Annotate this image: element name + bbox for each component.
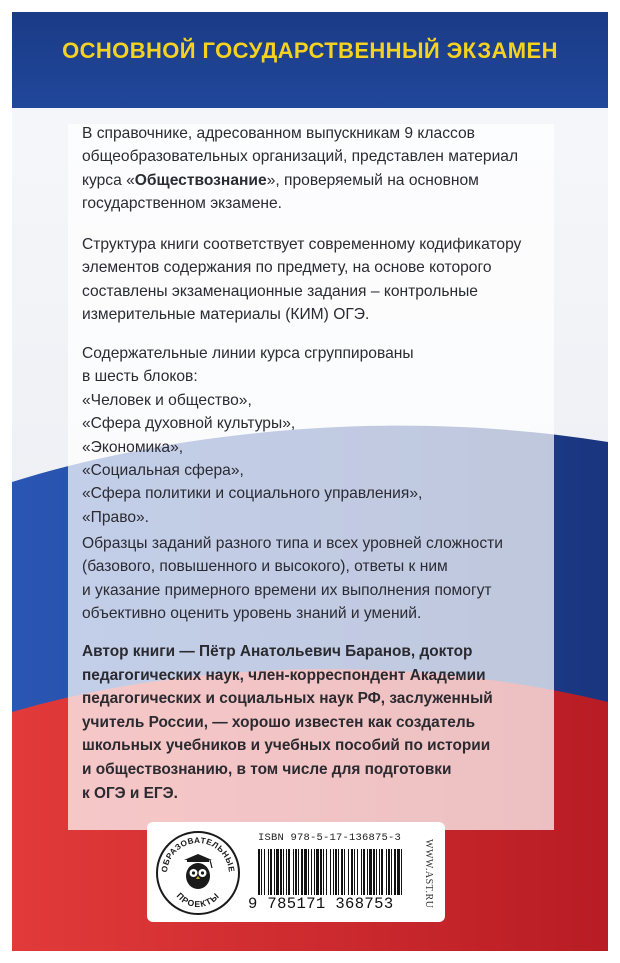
barcode-bar <box>351 849 353 895</box>
block-item: «Экономика», <box>82 438 184 456</box>
barcode-bar <box>335 849 337 895</box>
barcode-bar <box>286 849 287 895</box>
text-fragment: курса « <box>82 171 135 189</box>
barcode-bar <box>295 849 297 895</box>
barcode-bar <box>258 849 260 895</box>
barcode-bar <box>388 849 390 895</box>
barcode-bar <box>298 849 299 895</box>
barcode-bar <box>397 849 400 895</box>
barcode-bar <box>381 849 383 895</box>
barcode-bar <box>311 849 312 895</box>
text-line: в шесть блоков: <box>82 368 198 386</box>
barcode-bar <box>264 849 265 895</box>
subject-name: Обществознание <box>134 171 267 189</box>
barcode-bar <box>293 849 294 895</box>
text-line: измерительные материалы (КИМ) ОГЭ. <box>82 306 370 324</box>
publisher-url: WWW.AST.RU <box>423 839 434 909</box>
barcode-bar <box>280 849 282 895</box>
barcode-bar <box>391 849 392 895</box>
barcode-bar <box>261 849 262 895</box>
isbn-text: ISBN 978-5-17-136875-3 <box>258 832 402 844</box>
barcode-bar <box>326 849 327 895</box>
barcode-bar <box>268 849 269 895</box>
text-line: и обществознанию, в том числе для подготовки <box>82 760 452 778</box>
paragraph-samples <box>82 532 542 626</box>
text-line: элементов содержания по предмету, на основе которого <box>82 259 492 277</box>
text-line: объективно оценить уровень знаний и умений. <box>82 605 422 623</box>
text-line: В справочнике, адресованном выпускникам 9 классов <box>82 125 475 142</box>
paragraph-structure <box>82 233 542 327</box>
barcode-bar <box>333 849 334 895</box>
barcode-bar <box>314 849 315 895</box>
text-line: Автор книги — Пётр Анатольевич Баранов, доктор <box>82 643 473 660</box>
block-item: «Человек и общество», <box>82 391 252 409</box>
barcode-bar <box>274 849 275 895</box>
barcode-bar <box>288 849 290 895</box>
text-line: педагогических наук, член-корреспондент Академии <box>82 666 486 684</box>
text-line: Содержательные линии курса сгруппированы <box>82 345 414 362</box>
paragraph-blocks <box>82 342 542 529</box>
text-line: педагогических и социальных наук РФ, заслуженный <box>82 690 493 708</box>
barcode-bar <box>348 849 349 895</box>
barcode-bar <box>344 849 345 895</box>
text-line: Образцы заданий разного типа и всех уровней сложности <box>82 535 503 552</box>
text-line: и указание примерного времени их выполнения помогут <box>82 581 492 599</box>
publisher-logo <box>155 830 241 916</box>
barcode-bar <box>330 849 331 895</box>
barcode-bar <box>394 849 396 895</box>
text-line: (базового, повышенного и высокого), ответы к ним <box>82 558 448 576</box>
paragraph-author <box>82 640 542 805</box>
barcode-bar <box>376 849 377 895</box>
barcode-bar <box>401 849 402 895</box>
logo-text-top: ОБРАЗОВАТЕЛЬНЫЕ <box>159 835 237 873</box>
barcode-bar <box>323 849 324 895</box>
barcode-bar <box>320 849 322 895</box>
barcode-bar <box>270 849 272 895</box>
barcode-bar <box>308 849 309 895</box>
text-line: составлены экзаменационные задания – контрольные <box>82 282 478 300</box>
text-line: учитель России, — хорошо известен как создатель <box>82 713 476 731</box>
block-item: «Сфера политики и социального управления», <box>82 485 423 503</box>
barcode-bar <box>357 849 358 895</box>
barcode-bar <box>338 849 339 895</box>
barcode-bar <box>276 849 279 895</box>
barcode-bar <box>283 849 284 895</box>
barcode-bar <box>379 849 380 895</box>
block-item: «Социальная сфера», <box>82 462 244 480</box>
barcode-bar <box>373 849 375 895</box>
text-line: к ОГЭ и ЕГЭ. <box>82 784 178 802</box>
text-fragment: », проверяемый на основном <box>266 171 479 189</box>
paragraph-intro <box>82 122 542 216</box>
barcode-bar <box>363 849 365 895</box>
barcode-bar <box>386 849 387 895</box>
barcode-bar <box>361 849 362 895</box>
barcode-number: 9 785171 368753 <box>248 895 394 913</box>
block-item: «Право». <box>82 508 150 526</box>
barcode-bar <box>301 849 303 895</box>
barcode-bar <box>316 849 319 895</box>
text-line: Структура книги соответствует современному кодификатору <box>82 236 522 253</box>
text-line: общеобразовательных организаций, представлен материал <box>82 148 519 166</box>
barcode-bar <box>367 849 368 895</box>
text-line-with-subject <box>82 169 542 192</box>
text-line: школьных учебников и учебных пособий по истории <box>82 737 491 755</box>
barcode-bar <box>304 849 307 895</box>
series-title: ОСНОВНОЙ ГОСУДАРСТВЕННЫЙ ЭКЗАМЕН <box>62 38 558 63</box>
text-line: государственном экзамене. <box>82 195 282 213</box>
logo-text-bottom: ПРОЕКТЫ <box>174 890 222 910</box>
block-item: «Сфера духовной культуры», <box>82 415 296 433</box>
barcode-bar <box>354 849 355 895</box>
barcode <box>256 849 406 895</box>
barcode-bar <box>369 849 372 895</box>
barcode-bar <box>341 849 343 895</box>
